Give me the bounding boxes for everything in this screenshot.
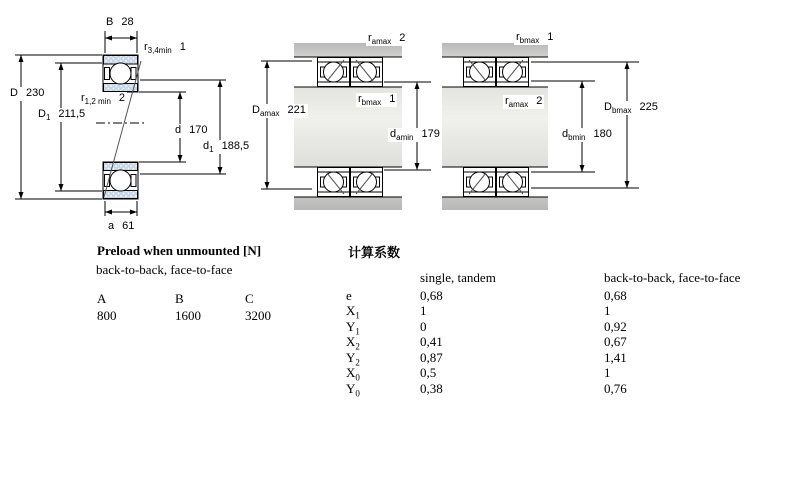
factor-label-Y2: $Y_2$	[346, 350, 360, 368]
factor-label-X0: $X_0$	[346, 365, 360, 383]
factor-value: 0,87	[420, 350, 443, 365]
preload-col-header-A: A	[97, 291, 107, 306]
factor-label-Y1: $Y_1$	[346, 319, 360, 337]
dim-label-d1: $d_1$ 188,5	[203, 140, 250, 155]
factor-value: 0,41	[420, 334, 443, 349]
dim-label-Dbmax: $D_{bmax}$ 225	[604, 101, 658, 116]
bearing-pair-bottom	[318, 168, 383, 197]
factor-value: 0	[420, 319, 427, 334]
factor-value: 0,92	[604, 319, 627, 334]
dim-label-r12: $r_{1,2 min}$ 2	[81, 92, 126, 107]
factor-value: 0,76	[604, 381, 627, 396]
factor-value: 0,68	[420, 288, 443, 303]
dim-label-dbmin: $d_{bmin}$ 180	[562, 128, 612, 143]
middle-figure-mounted-pair	[261, 43, 431, 210]
bearing-pair-bottom	[464, 168, 529, 197]
factor-value: 0,68	[604, 288, 627, 303]
dim-label-rbmax-mid: $r_{bmax}$ 1	[358, 93, 396, 108]
factor-value: 1,41	[604, 350, 627, 365]
preload-subtitle: back-to-back, face-to-face	[96, 262, 233, 277]
dim-label-D: D 230	[8, 87, 46, 101]
factor-value: 1	[420, 303, 427, 318]
factor-label-Y0: $Y_0$	[346, 381, 360, 399]
dim-label-a: a 61	[106, 220, 136, 234]
bearing-section-top	[103, 55, 138, 92]
bearing-pair-top	[318, 58, 383, 87]
preload-value-B: 1600	[175, 308, 201, 323]
factor-value: 0,67	[604, 334, 627, 349]
preload-col-header-C: C	[245, 291, 254, 306]
factors-title: 计算系数	[348, 245, 401, 260]
factor-value: 0,5	[420, 365, 437, 380]
dim-label-d: d 170	[173, 124, 209, 138]
dim-label-Damax: $D_{amax}$ 221	[252, 104, 306, 119]
preload-value-C: 3200	[245, 308, 271, 323]
factor-label-X1: $X_1$	[346, 303, 360, 321]
factor-value: 1	[604, 365, 611, 380]
right-figure-mounted-pair	[442, 43, 639, 210]
bearing-pair-top	[464, 58, 529, 87]
preload-title: Preload when unmounted [N]	[97, 243, 262, 258]
factor-label-X2: $X_2$	[346, 334, 360, 352]
preload-col-header-B: B	[175, 291, 184, 306]
preload-value-A: 800	[97, 308, 117, 323]
dim-label-ramax-mid: $r_{amax}$ 2	[368, 32, 406, 47]
dim-label-rbmax-right: $r_{bmax}$ 1	[516, 31, 554, 46]
dim-label-D1: $D_1$ 211,5	[38, 108, 86, 123]
dim-label-ramax-right: $r_{amax}$ 2	[505, 95, 543, 110]
factor-value: 0,38	[420, 381, 443, 396]
factor-value: 1	[604, 303, 611, 318]
factor-label-e: e	[346, 288, 352, 303]
factors-col1-header: single, tandem	[420, 270, 496, 285]
factors-col2-header: back-to-back, face-to-face	[604, 270, 741, 285]
dim-label-B: B 28	[104, 16, 136, 30]
dim-label-r34: $r_{3,4min}$ 1	[144, 41, 186, 56]
dim-label-damin: $d_{amin}$ 179	[390, 128, 440, 143]
